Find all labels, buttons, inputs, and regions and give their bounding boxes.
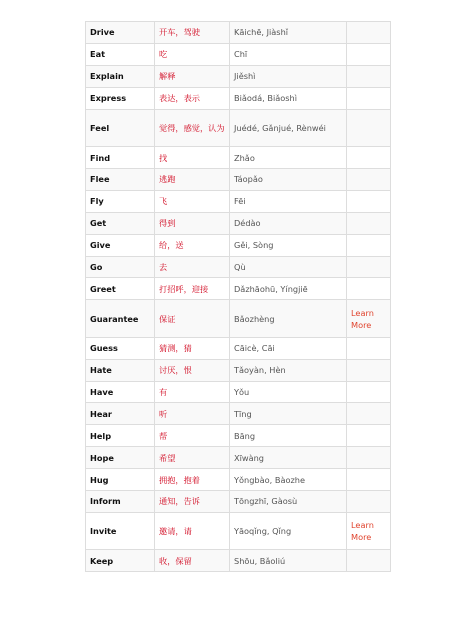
learn-more-link[interactable]: Learn More [351,520,374,543]
table-row [86,256,391,278]
chinese-translation-cell: 表达，表示 [155,87,230,109]
table-row [86,190,391,212]
english-word-cell: Hate [86,359,155,381]
english-word-cell: Keep [86,550,155,572]
link-cell [347,491,391,513]
table-row [86,491,391,513]
pinyin-cell: Dǎzhāohū, Yíngjiē [230,278,347,300]
chinese-translation-cell: 得到 [155,212,230,234]
pinyin-cell: Kāichē, Jiàshǐ [230,22,347,44]
link-cell [347,469,391,491]
pinyin-cell: Chī [230,43,347,65]
link-cell [347,359,391,381]
link-cell [347,65,391,87]
link-cell [347,168,391,190]
table-row [86,43,391,65]
link-cell [347,300,391,338]
english-word-cell: Explain [86,65,155,87]
chinese-translation-cell: 解释 [155,65,230,87]
english-word-cell: Guess [86,337,155,359]
pinyin-cell: Xīwàng [230,447,347,469]
table-row [86,22,391,44]
link-cell [347,190,391,212]
english-word-cell: Help [86,425,155,447]
table-row [86,512,391,550]
table-row [86,359,391,381]
link-cell [347,447,391,469]
link-cell [347,278,391,300]
pinyin-cell: Shōu, Bǎoliú [230,550,347,572]
link-cell [347,256,391,278]
pinyin-cell: Tīng [230,403,347,425]
table-row [86,65,391,87]
link-cell [347,147,391,169]
link-cell [347,512,391,550]
english-word-cell: Drive [86,22,155,44]
english-word-cell: Have [86,381,155,403]
chinese-translation-cell: 通知，告诉 [155,491,230,513]
chinese-translation-cell: 开车，驾驶 [155,22,230,44]
english-word-cell: Fly [86,190,155,212]
table-row [86,87,391,109]
vocabulary-table [85,21,391,572]
table-row [86,469,391,491]
english-word-cell: Go [86,256,155,278]
pinyin-cell: Qù [230,256,347,278]
english-word-cell: Flee [86,168,155,190]
english-word-cell: Eat [86,43,155,65]
english-word-cell: Get [86,212,155,234]
chinese-translation-cell: 希望 [155,447,230,469]
learn-more-link[interactable]: Learn More [351,307,374,330]
link-cell [347,381,391,403]
table-row [86,168,391,190]
pinyin-cell: Táopǎo [230,168,347,190]
chinese-translation-cell: 邀请，请 [155,512,230,550]
english-word-cell: Invite [86,512,155,550]
table-row [86,234,391,256]
english-word-cell: Guarantee [86,300,155,338]
chinese-translation-cell: 猜测，猜 [155,337,230,359]
pinyin-cell: Tōngzhī, Gàosù [230,491,347,513]
chinese-translation-cell: 去 [155,256,230,278]
pinyin-cell: Yǒu [230,381,347,403]
english-word-cell: Feel [86,109,155,147]
pinyin-cell: Zhǎo [230,147,347,169]
link-cell [347,550,391,572]
table-row [86,337,391,359]
english-word-cell: Hear [86,403,155,425]
chinese-translation-cell: 打招呼，迎接 [155,278,230,300]
pinyin-cell: Yāoqǐng, Qǐng [230,512,347,550]
chinese-translation-cell: 帮 [155,425,230,447]
chinese-translation-cell: 给，送 [155,234,230,256]
table-row [86,109,391,147]
pinyin-cell: Yǒngbào, Bàozhe [230,469,347,491]
pinyin-cell: Dédào [230,212,347,234]
table-row [86,403,391,425]
table-row [86,425,391,447]
chinese-translation-cell: 听 [155,403,230,425]
table-row [86,300,391,338]
chinese-translation-cell: 讨厌，恨 [155,359,230,381]
link-cell [347,109,391,147]
pinyin-cell: Juédé, Gǎnjué, Rènwéi [230,109,347,147]
link-cell [347,87,391,109]
link-cell [347,337,391,359]
table-row [86,381,391,403]
chinese-translation-cell: 有 [155,381,230,403]
english-word-cell: Greet [86,278,155,300]
chinese-translation-cell: 保证 [155,300,230,338]
english-word-cell: Inform [86,491,155,513]
chinese-translation-cell: 收，保留 [155,550,230,572]
chinese-translation-cell: 逃跑 [155,168,230,190]
chinese-translation-cell: 找 [155,147,230,169]
english-word-cell: Express [86,87,155,109]
link-cell [347,234,391,256]
link-cell [347,22,391,44]
english-word-cell: Hope [86,447,155,469]
pinyin-cell: Cāicè, Cāi [230,337,347,359]
chinese-translation-cell: 飞 [155,190,230,212]
link-cell [347,43,391,65]
chinese-translation-cell: 拥抱，抱着 [155,469,230,491]
english-word-cell: Find [86,147,155,169]
english-word-cell: Hug [86,469,155,491]
pinyin-cell: Gěi, Sòng [230,234,347,256]
pinyin-cell: Biǎodá, Biǎoshì [230,87,347,109]
link-cell [347,403,391,425]
table-row [86,550,391,572]
vocabulary-table-body [86,22,391,572]
pinyin-cell: Bǎozhèng [230,300,347,338]
pinyin-cell: Tǎoyàn, Hèn [230,359,347,381]
table-row [86,212,391,234]
table-row [86,447,391,469]
chinese-translation-cell: 吃 [155,43,230,65]
pinyin-cell: Fēi [230,190,347,212]
pinyin-cell: Jiěshì [230,65,347,87]
link-cell [347,425,391,447]
chinese-translation-cell: 觉得，感觉，认为 [155,109,230,147]
table-row [86,278,391,300]
pinyin-cell: Bāng [230,425,347,447]
table-row [86,147,391,169]
english-word-cell: Give [86,234,155,256]
link-cell [347,212,391,234]
